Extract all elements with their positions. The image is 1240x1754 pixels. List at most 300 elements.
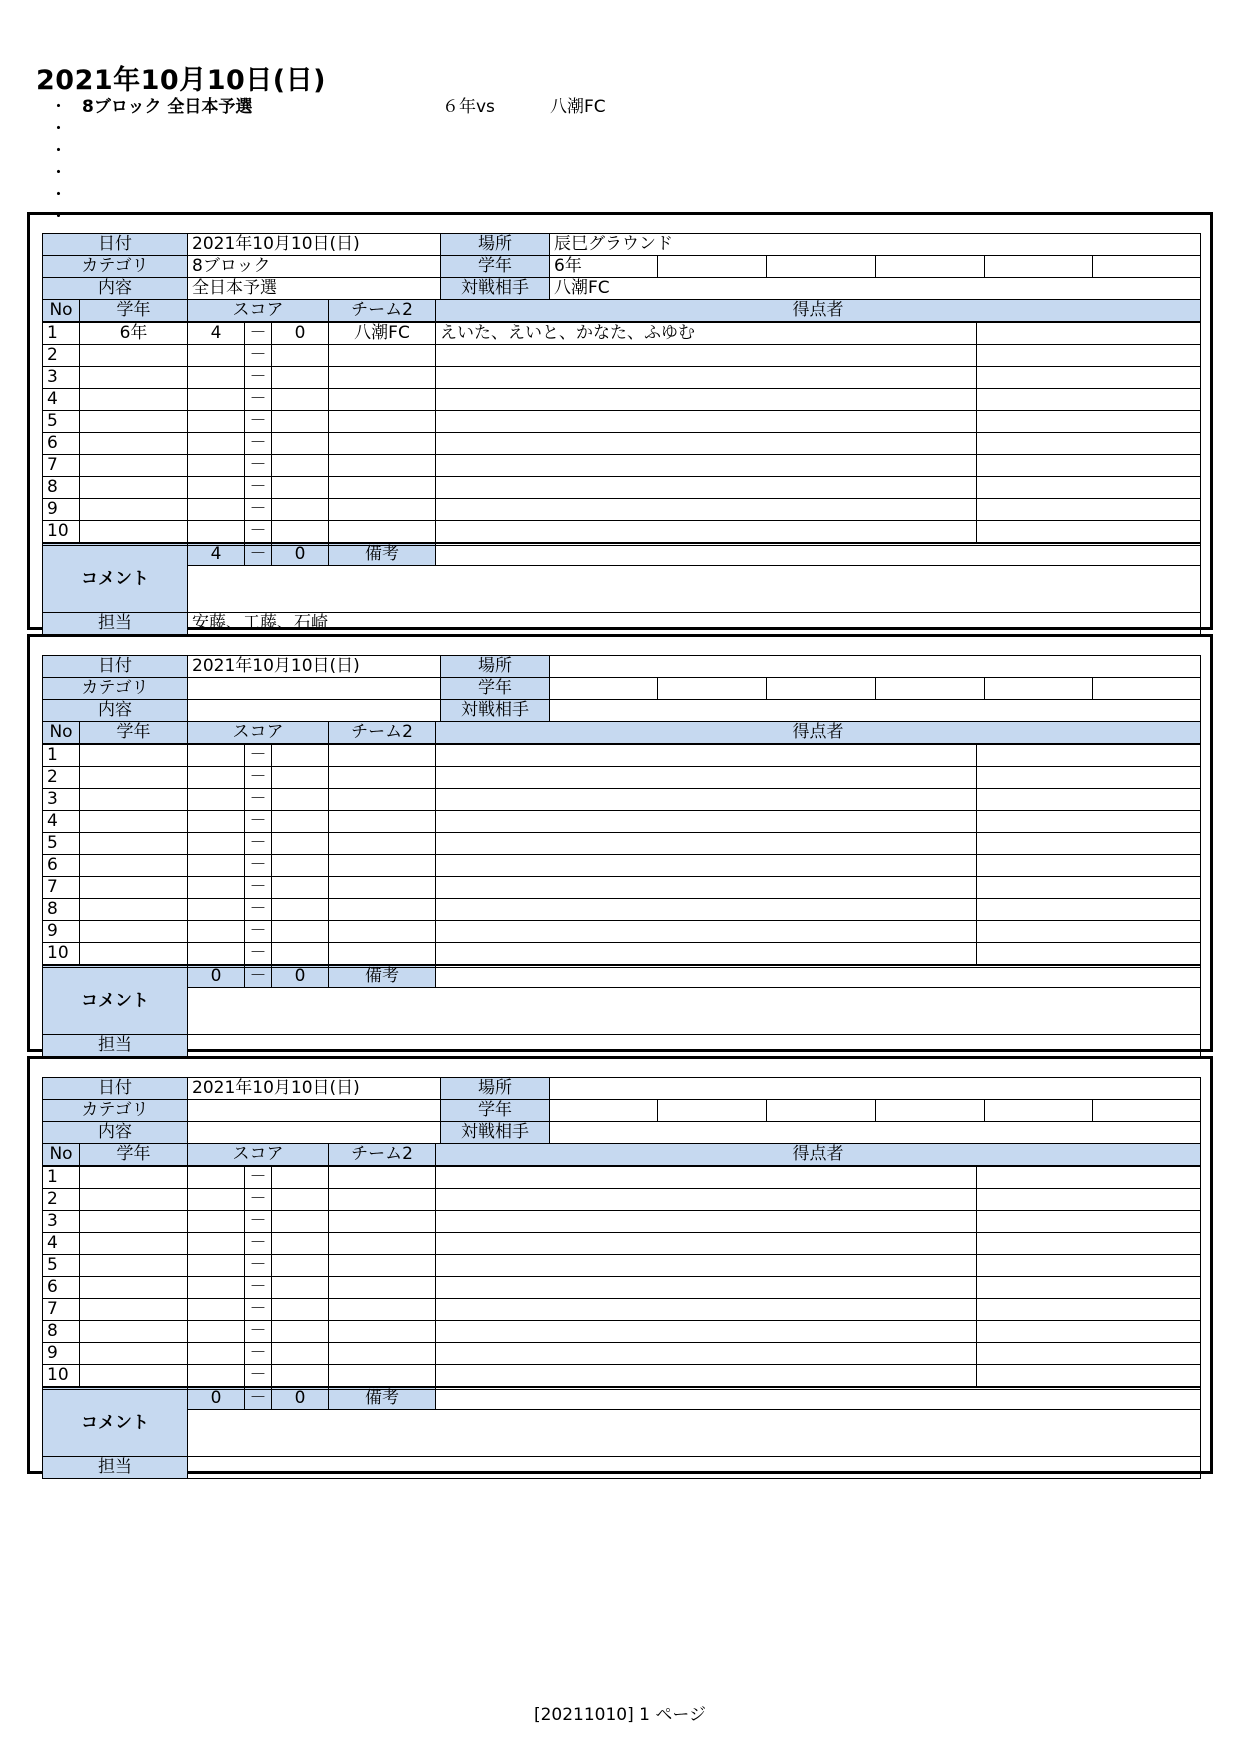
row-team2 xyxy=(329,1365,436,1388)
table-row xyxy=(43,1321,1201,1343)
row-dash: － xyxy=(245,1365,272,1388)
row-score-home xyxy=(188,855,245,877)
row-extra xyxy=(977,789,1201,811)
comment-value xyxy=(188,968,1201,1035)
table-row xyxy=(43,1233,1201,1255)
row-score-away xyxy=(272,389,329,411)
table-row xyxy=(43,1343,1201,1365)
remarks-label: 備考 xyxy=(329,965,436,988)
category-value xyxy=(188,1100,441,1122)
row-extra xyxy=(977,477,1201,499)
row-score-away xyxy=(272,499,329,521)
scorers-header: 得点者 xyxy=(436,722,1201,745)
place-value: 辰巳グラウンド xyxy=(550,234,1201,256)
row-score-home xyxy=(188,1343,245,1365)
row-team2 xyxy=(329,1255,436,1277)
row-grade xyxy=(80,389,188,411)
content-value xyxy=(188,700,441,722)
row-extra xyxy=(977,1365,1201,1388)
row-dash: － xyxy=(245,1299,272,1321)
total-away: 0 xyxy=(272,543,329,566)
row-extra xyxy=(977,744,1201,767)
grade-header: 学年 xyxy=(80,300,188,323)
row-scorers xyxy=(436,943,977,966)
grade-cell xyxy=(658,1100,767,1122)
table-row xyxy=(43,855,1201,877)
row-score-home xyxy=(188,943,245,966)
row-no: 8 xyxy=(43,477,80,499)
grade-cell xyxy=(876,1100,985,1122)
row-extra xyxy=(977,1277,1201,1299)
date-label: 日付 xyxy=(43,1078,188,1100)
no-header: No xyxy=(43,1144,80,1167)
row-team2 xyxy=(329,1277,436,1299)
row-dash: － xyxy=(245,1211,272,1233)
row-no: 6 xyxy=(43,1277,80,1299)
row-grade xyxy=(80,855,188,877)
row-extra xyxy=(977,943,1201,966)
row-no: 10 xyxy=(43,521,80,544)
row-grade xyxy=(80,767,188,789)
score-table xyxy=(42,299,1201,566)
row-score-away xyxy=(272,811,329,833)
table-row xyxy=(43,1277,1201,1299)
place-label: 場所 xyxy=(441,234,550,256)
row-dash: － xyxy=(245,855,272,877)
content-value: 全日本予選 xyxy=(188,278,441,300)
row-team2 xyxy=(329,345,436,367)
row-grade xyxy=(80,1343,188,1365)
row-no: 2 xyxy=(43,767,80,789)
content-label: 内容 xyxy=(43,278,188,300)
row-extra xyxy=(977,855,1201,877)
row-score-away xyxy=(272,1255,329,1277)
row-score-away xyxy=(272,767,329,789)
grade-cell xyxy=(985,1100,1093,1122)
row-grade xyxy=(80,1211,188,1233)
row-score-away xyxy=(272,1321,329,1343)
row-score-away xyxy=(272,833,329,855)
row-team2 xyxy=(329,411,436,433)
row-team2 xyxy=(329,521,436,544)
row-score-home xyxy=(188,433,245,455)
row-scorers xyxy=(436,367,977,389)
opponent-value xyxy=(550,700,1201,722)
grade-cell xyxy=(767,256,876,278)
grade-header: 学年 xyxy=(80,722,188,745)
row-scorers xyxy=(436,1211,977,1233)
table-row xyxy=(43,1211,1201,1233)
row-dash: － xyxy=(245,943,272,966)
grade-label: 学年 xyxy=(441,256,550,278)
summary-text: 8ブロック 全日本予選 xyxy=(82,97,253,117)
row-extra xyxy=(977,499,1201,521)
row-no: 4 xyxy=(43,811,80,833)
row-scorers xyxy=(436,855,977,877)
row-scorers xyxy=(436,1233,977,1255)
row-score-home xyxy=(188,1166,245,1189)
row-grade xyxy=(80,1277,188,1299)
table-row xyxy=(43,877,1201,899)
row-no: 1 xyxy=(43,744,80,767)
row-dash: － xyxy=(245,899,272,921)
row-score-away xyxy=(272,789,329,811)
row-extra xyxy=(977,767,1201,789)
row-no: 1 xyxy=(43,1166,80,1189)
row-scorers xyxy=(436,1255,977,1277)
grade-label: 学年 xyxy=(441,1100,550,1122)
row-team2 xyxy=(329,767,436,789)
row-no: 7 xyxy=(43,877,80,899)
staff-value xyxy=(188,1457,1201,1479)
date-value: 2021年10月10日(日) xyxy=(188,1078,441,1100)
row-score-home xyxy=(188,345,245,367)
table-row xyxy=(43,921,1201,943)
row-score-home xyxy=(188,767,245,789)
row-team2 xyxy=(329,1343,436,1365)
row-grade xyxy=(80,499,188,521)
row-dash: － xyxy=(245,411,272,433)
row-extra xyxy=(977,1211,1201,1233)
date-label: 日付 xyxy=(43,656,188,678)
summary-opponent: 八潮FC xyxy=(550,97,606,117)
match-card xyxy=(27,212,1213,633)
row-extra xyxy=(977,455,1201,477)
comment-value xyxy=(188,1390,1201,1457)
staff-label: 担当 xyxy=(43,1457,188,1479)
total-home: 4 xyxy=(188,543,245,566)
row-grade xyxy=(80,744,188,767)
row-dash: － xyxy=(245,499,272,521)
bullet-dot: ・ xyxy=(50,119,67,139)
row-score-home xyxy=(188,833,245,855)
row-grade xyxy=(80,1189,188,1211)
row-score-home xyxy=(188,477,245,499)
opponent-value: 八潮FC xyxy=(550,278,1201,300)
total-away: 0 xyxy=(272,1387,329,1410)
scorers-header: 得点者 xyxy=(436,300,1201,323)
staff-value xyxy=(188,1035,1201,1057)
table-row xyxy=(43,1166,1201,1189)
row-extra xyxy=(977,921,1201,943)
row-team2 xyxy=(329,1299,436,1321)
row-score-away xyxy=(272,455,329,477)
row-score-away: 0 xyxy=(272,322,329,345)
remarks-label: 備考 xyxy=(329,1387,436,1410)
row-scorers xyxy=(436,921,977,943)
row-team2 xyxy=(329,1233,436,1255)
row-grade xyxy=(80,811,188,833)
table-row xyxy=(43,367,1201,389)
total-dash: － xyxy=(245,543,272,566)
row-score-home xyxy=(188,389,245,411)
bullet-dot: ・ xyxy=(50,97,67,117)
row-dash: － xyxy=(245,1277,272,1299)
table-row xyxy=(43,521,1201,544)
row-score-home: 4 xyxy=(188,322,245,345)
row-score-home xyxy=(188,899,245,921)
row-no: 5 xyxy=(43,833,80,855)
total-home: 0 xyxy=(188,1387,245,1410)
grade-value: 6年 xyxy=(550,256,658,278)
summary-item xyxy=(50,96,606,118)
grade-cell xyxy=(1093,678,1201,700)
row-extra xyxy=(977,1189,1201,1211)
opponent-label: 対戦相手 xyxy=(441,278,550,300)
row-dash: － xyxy=(245,921,272,943)
table-row xyxy=(43,899,1201,921)
table-row xyxy=(43,744,1201,767)
comment-label: コメント xyxy=(43,546,188,613)
score-header: スコア xyxy=(188,1144,329,1167)
summary-grade: ６年vs xyxy=(442,97,495,117)
row-no: 9 xyxy=(43,499,80,521)
row-score-home xyxy=(188,1189,245,1211)
category-label: カテゴリ xyxy=(43,1100,188,1122)
table-row xyxy=(43,389,1201,411)
row-team2 xyxy=(329,367,436,389)
table-row xyxy=(43,499,1201,521)
comment-table xyxy=(42,545,1201,635)
row-team2 xyxy=(329,477,436,499)
row-dash: － xyxy=(245,811,272,833)
row-team2 xyxy=(329,1166,436,1189)
row-grade xyxy=(80,411,188,433)
row-no: 2 xyxy=(43,1189,80,1211)
bullet-dot: ・ xyxy=(50,163,67,183)
grade-cell xyxy=(985,256,1093,278)
row-dash: － xyxy=(245,367,272,389)
table-row xyxy=(43,322,1201,345)
row-score-away xyxy=(272,411,329,433)
score-header: スコア xyxy=(188,300,329,323)
grade-value xyxy=(550,678,658,700)
comment-table xyxy=(42,1389,1201,1479)
row-scorers xyxy=(436,345,977,367)
grade-cell xyxy=(767,678,876,700)
bullet-dot: ・ xyxy=(50,185,67,205)
row-grade xyxy=(80,1321,188,1343)
row-score-home xyxy=(188,744,245,767)
table-row xyxy=(43,1189,1201,1211)
row-team2 xyxy=(329,433,436,455)
table-row xyxy=(43,767,1201,789)
opponent-value xyxy=(550,1122,1201,1144)
row-no: 1 xyxy=(43,322,80,345)
row-grade xyxy=(80,1166,188,1189)
row-score-home xyxy=(188,1321,245,1343)
row-score-away xyxy=(272,345,329,367)
row-scorers xyxy=(436,433,977,455)
row-extra xyxy=(977,433,1201,455)
row-extra xyxy=(977,899,1201,921)
row-score-away xyxy=(272,855,329,877)
row-team2 xyxy=(329,1321,436,1343)
row-grade xyxy=(80,833,188,855)
row-dash: － xyxy=(245,744,272,767)
row-team2: 八潮FC xyxy=(329,322,436,345)
row-scorers xyxy=(436,455,977,477)
team2-header: チーム2 xyxy=(329,722,436,745)
content-label: 内容 xyxy=(43,1122,188,1144)
place-label: 場所 xyxy=(441,656,550,678)
table-row xyxy=(43,1299,1201,1321)
scorers-header: 得点者 xyxy=(436,1144,1201,1167)
row-no: 3 xyxy=(43,1211,80,1233)
row-grade xyxy=(80,1299,188,1321)
row-no: 8 xyxy=(43,1321,80,1343)
row-extra xyxy=(977,1343,1201,1365)
row-scorers xyxy=(436,1321,977,1343)
row-score-away xyxy=(272,1233,329,1255)
row-dash: － xyxy=(245,1255,272,1277)
row-grade xyxy=(80,433,188,455)
row-dash: － xyxy=(245,521,272,544)
opponent-label: 対戦相手 xyxy=(441,700,550,722)
no-header: No xyxy=(43,300,80,323)
row-dash: － xyxy=(245,433,272,455)
row-dash: － xyxy=(245,455,272,477)
row-no: 10 xyxy=(43,1365,80,1388)
row-score-home xyxy=(188,877,245,899)
row-score-home xyxy=(188,1299,245,1321)
place-value xyxy=(550,656,1201,678)
row-score-away xyxy=(272,921,329,943)
row-score-away xyxy=(272,1299,329,1321)
score-table xyxy=(42,721,1201,988)
content-label: 内容 xyxy=(43,700,188,722)
summary-item xyxy=(50,140,80,162)
place-label: 場所 xyxy=(441,1078,550,1100)
row-extra xyxy=(977,521,1201,544)
row-grade: 6年 xyxy=(80,322,188,345)
row-scorers xyxy=(436,744,977,767)
row-score-away xyxy=(272,433,329,455)
table-row xyxy=(43,477,1201,499)
grade-cell xyxy=(658,678,767,700)
table-row xyxy=(43,833,1201,855)
row-no: 4 xyxy=(43,389,80,411)
grade-label: 学年 xyxy=(441,678,550,700)
row-no: 4 xyxy=(43,1233,80,1255)
row-scorers xyxy=(436,477,977,499)
row-scorers xyxy=(436,1189,977,1211)
row-score-away xyxy=(272,1211,329,1233)
table-row xyxy=(43,943,1201,966)
comment-table xyxy=(42,967,1201,1057)
match-info-table xyxy=(42,655,1201,722)
row-no: 9 xyxy=(43,921,80,943)
row-score-away xyxy=(272,877,329,899)
comment-label: コメント xyxy=(43,1390,188,1457)
match-info-table xyxy=(42,233,1201,300)
date-label: 日付 xyxy=(43,234,188,256)
row-score-away xyxy=(272,1277,329,1299)
match-card xyxy=(27,634,1213,1055)
page-footer: [20211010] 1 ページ xyxy=(533,1705,707,1725)
row-grade xyxy=(80,1365,188,1388)
row-scorers xyxy=(436,1299,977,1321)
row-score-home xyxy=(188,811,245,833)
table-row xyxy=(43,433,1201,455)
bullet-dot: ・ xyxy=(50,141,67,161)
row-dash: － xyxy=(245,322,272,345)
row-scorers: えいた、えいと、かなた、ふゆむ xyxy=(436,322,977,345)
row-extra xyxy=(977,411,1201,433)
row-dash: － xyxy=(245,833,272,855)
row-team2 xyxy=(329,833,436,855)
row-team2 xyxy=(329,855,436,877)
row-extra xyxy=(977,1299,1201,1321)
grade-value xyxy=(550,1100,658,1122)
row-team2 xyxy=(329,455,436,477)
row-scorers xyxy=(436,833,977,855)
row-score-away xyxy=(272,943,329,966)
row-extra xyxy=(977,811,1201,833)
row-dash: － xyxy=(245,1321,272,1343)
row-scorers xyxy=(436,899,977,921)
row-dash: － xyxy=(245,1343,272,1365)
total-dash: － xyxy=(245,1387,272,1410)
row-grade xyxy=(80,477,188,499)
grade-cell xyxy=(876,678,985,700)
row-extra xyxy=(977,322,1201,345)
staff-label: 担当 xyxy=(43,1035,188,1057)
row-scorers xyxy=(436,389,977,411)
row-scorers xyxy=(436,877,977,899)
row-score-away xyxy=(272,1365,329,1388)
score-header: スコア xyxy=(188,722,329,745)
row-no: 9 xyxy=(43,1343,80,1365)
row-team2 xyxy=(329,389,436,411)
row-dash: － xyxy=(245,767,272,789)
row-score-home xyxy=(188,499,245,521)
no-header: No xyxy=(43,722,80,745)
total-dash: － xyxy=(245,965,272,988)
remarks-label: 備考 xyxy=(329,543,436,566)
row-dash: － xyxy=(245,389,272,411)
row-scorers xyxy=(436,1166,977,1189)
staff-value: 安藤、工藤、石崎 xyxy=(188,613,1201,635)
date-value: 2021年10月10日(日) xyxy=(188,656,441,678)
row-score-away xyxy=(272,521,329,544)
total-away: 0 xyxy=(272,965,329,988)
row-no: 7 xyxy=(43,455,80,477)
row-score-away xyxy=(272,899,329,921)
row-no: 3 xyxy=(43,367,80,389)
row-dash: － xyxy=(245,1166,272,1189)
row-extra xyxy=(977,877,1201,899)
row-score-home xyxy=(188,1365,245,1388)
row-team2 xyxy=(329,744,436,767)
grade-cell xyxy=(985,678,1093,700)
category-value xyxy=(188,678,441,700)
row-extra xyxy=(977,1321,1201,1343)
row-team2 xyxy=(329,1189,436,1211)
table-row xyxy=(43,789,1201,811)
row-grade xyxy=(80,899,188,921)
row-score-home xyxy=(188,1233,245,1255)
content-value xyxy=(188,1122,441,1144)
row-extra xyxy=(977,1255,1201,1277)
grade-cell xyxy=(1093,256,1201,278)
row-grade xyxy=(80,345,188,367)
row-no: 6 xyxy=(43,855,80,877)
row-no: 5 xyxy=(43,411,80,433)
row-team2 xyxy=(329,899,436,921)
row-grade xyxy=(80,921,188,943)
summary-list xyxy=(50,96,606,228)
